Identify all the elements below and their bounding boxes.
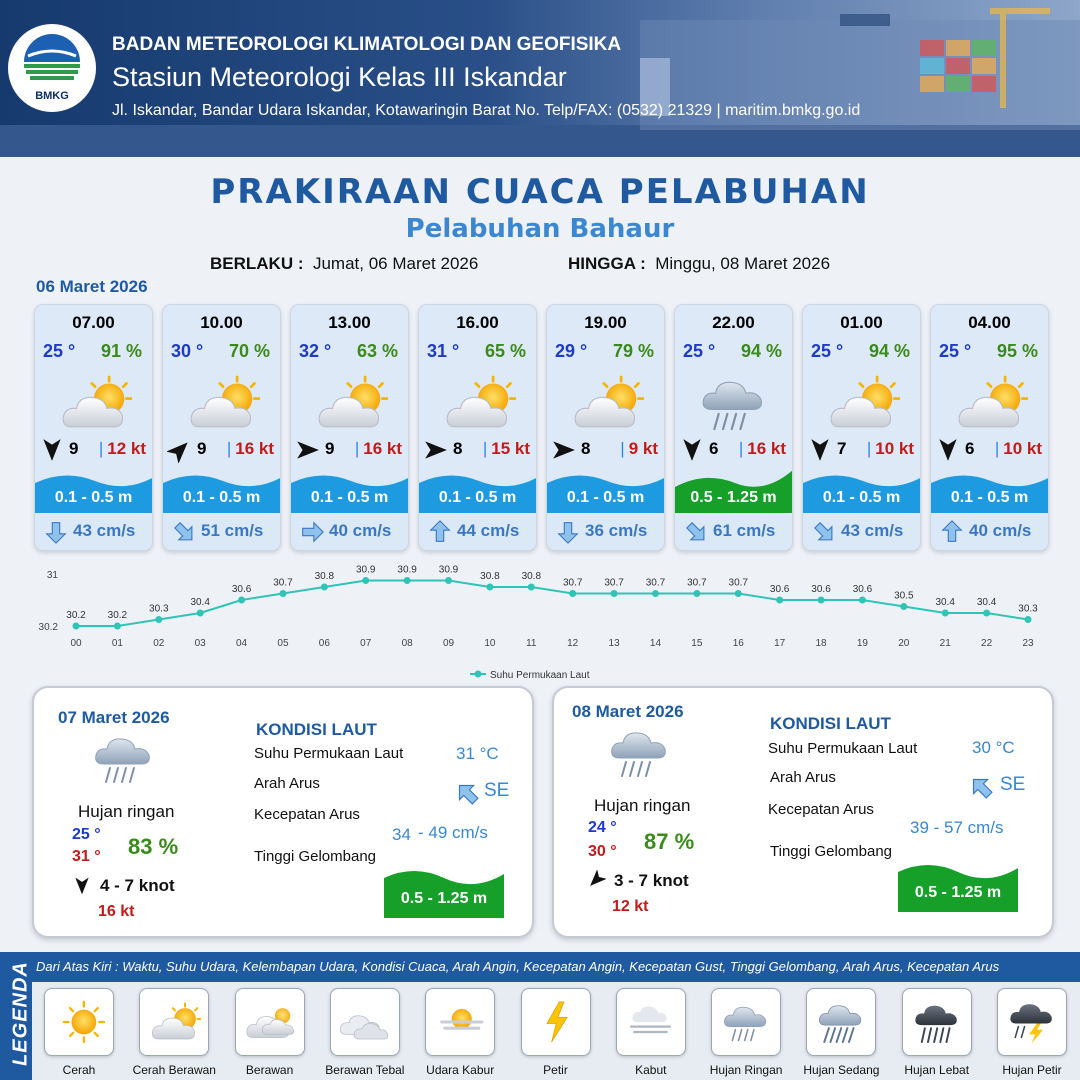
sst-data-label: 30.7	[562, 577, 583, 589]
cerah-berawan-icon	[441, 369, 517, 437]
sst-label: Suhu Permukaan Laut	[254, 745, 404, 762]
day-panel-condition: Hujan ringan	[78, 802, 175, 821]
forecast-card	[162, 304, 281, 551]
forecast-wave-height: 0.1 - 0.5 m	[310, 489, 389, 506]
forecast-gust: | 12 kt	[98, 439, 146, 458]
sst-series-line	[76, 581, 1028, 627]
sst-data-label: 30.3	[1018, 603, 1038, 615]
forecast-wave-height: 0.1 - 0.5 m	[438, 489, 517, 506]
hujan-petir-icon	[1006, 995, 1060, 1049]
x-tick-label: 04	[236, 638, 248, 649]
forecast-humidity: 94 %	[740, 341, 782, 361]
forecast-humidity: 65 %	[484, 341, 526, 361]
cerah-berawan-icon	[185, 369, 261, 437]
cerah-icon	[53, 995, 107, 1049]
sst-value: 30 °C	[972, 738, 1015, 757]
wind-direction-icon	[551, 437, 577, 463]
sst-data-point	[735, 590, 742, 597]
forecast-gust-value: 10 kt	[1003, 439, 1042, 458]
legend-label: Kabut	[635, 1063, 667, 1077]
sst-data-point	[611, 590, 618, 597]
current-direction-icon	[683, 519, 709, 545]
forecast-current-speed: 40 cm/s	[969, 521, 1032, 540]
forecast-time: 01.00	[840, 313, 883, 332]
forecast-temperature: 32 °	[299, 341, 332, 361]
current-speed-min: 34	[392, 825, 411, 844]
sst-data-label: 30.9	[397, 564, 417, 576]
forecast-time: 16.00	[456, 313, 499, 332]
kabut-icon	[625, 995, 679, 1049]
forecast-current-speed: 43 cm/s	[841, 521, 904, 540]
wave-height-label: Tinggi Gelombang	[770, 843, 893, 860]
forecast-humidity: 63 %	[356, 341, 398, 361]
page-title: PRAKIRAAN CUACA PELABUHAN	[210, 172, 870, 212]
wind-direction-icon	[679, 437, 705, 463]
sst-data-label: 30.7	[645, 577, 666, 589]
day-panel-wind: 3 - 7 knot	[614, 871, 689, 890]
bmkg-logo	[8, 24, 96, 112]
forecast-humidity: 91 %	[100, 341, 142, 361]
forecast-current-speed: 43 cm/s	[73, 521, 136, 540]
current-arrow-icon	[968, 774, 996, 807]
forecast-gust-value: 15 kt	[491, 439, 530, 458]
x-tick-label: 15	[691, 638, 703, 649]
forecast-current-speed: 44 cm/s	[457, 521, 520, 540]
cerah-berawan-icon	[313, 369, 389, 437]
x-tick-label: 23	[1022, 638, 1034, 649]
sst-data-label: 30.2	[66, 610, 86, 621]
sst-data-label: 30.4	[190, 597, 210, 608]
sst-data-point	[983, 610, 990, 617]
x-tick-label: 18	[815, 638, 827, 649]
sst-data-point	[321, 584, 328, 591]
current-direction-icon	[939, 519, 965, 545]
forecast-time: 13.00	[328, 313, 371, 332]
forecast-card	[674, 304, 793, 551]
rain-light-icon	[606, 722, 686, 787]
day-panel-gust: 12 kt	[612, 898, 649, 915]
hujan-ringan-icon	[720, 995, 774, 1049]
forecast-current-speed: 61 cm/s	[713, 521, 776, 540]
x-tick-label: 11	[526, 638, 537, 649]
legend-title: LEGENDA	[9, 961, 32, 1066]
legend-label: Hujan Lebat	[904, 1063, 970, 1077]
current-direction-icon	[555, 519, 581, 545]
hujan-ringan-icon	[697, 369, 773, 437]
sst-data-point	[569, 590, 576, 597]
kondisi-laut-title: KONDISI LAUT	[770, 714, 891, 733]
current-speed-label: Kecepatan Arus	[254, 806, 360, 823]
day-panel-08	[552, 686, 1054, 938]
x-tick-label: 12	[567, 638, 579, 649]
wind-direction-icon	[295, 437, 321, 463]
sst-label: Suhu Permukaan Laut	[768, 740, 918, 757]
x-tick-label: 01	[111, 638, 123, 649]
wave-height-graphic	[384, 866, 504, 918]
y-tick-label: 31	[46, 570, 58, 581]
legend-item-cerah-berawan	[139, 988, 209, 1056]
x-tick-label: 00	[70, 638, 82, 649]
forecast-temperature: 31 °	[427, 341, 460, 361]
forecast-temperature: 25 °	[811, 341, 844, 361]
day-panel-date: 07 Maret 2026	[58, 708, 170, 727]
chart-legend-marker	[475, 671, 482, 678]
valid-from-label: BERLAKU :	[210, 254, 304, 273]
sst-data-point	[73, 623, 80, 630]
day-panel-humidity: 87 %	[644, 829, 695, 854]
legend-label: Cerah	[62, 1063, 96, 1077]
forecast-wind-speed: 9	[325, 439, 335, 458]
forecast-temperature: 25 °	[683, 341, 716, 361]
forecast-wind-speed: 8	[453, 439, 463, 458]
legend-item-berawan	[235, 988, 305, 1056]
cerah-berawan-icon	[57, 369, 133, 437]
forecast-humidity: 70 %	[228, 341, 270, 361]
forecast-temperature: 30 °	[171, 341, 204, 361]
sst-data-point	[279, 590, 286, 597]
kondisi-laut-title: KONDISI LAUT	[256, 720, 377, 739]
current-direction-icon	[43, 519, 69, 545]
forecast-card	[546, 304, 665, 551]
valid-to-label: HINGGA :	[568, 254, 646, 273]
forecast-card	[802, 304, 921, 551]
sst-data-point	[1025, 616, 1032, 623]
legend-item-cerah	[44, 988, 114, 1056]
udara-kabur-icon	[434, 995, 488, 1049]
forecast-temperature: 25 °	[43, 341, 76, 361]
legend-item-kabut	[616, 988, 686, 1056]
forecast-gust: | 9 kt	[620, 439, 658, 458]
x-tick-label: 08	[401, 638, 413, 649]
wind-direction-icon	[423, 437, 449, 463]
x-tick-label: 14	[649, 638, 662, 649]
forecast-current-speed: 51 cm/s	[201, 521, 264, 540]
legend-item-hujan-ringan	[711, 988, 781, 1056]
forecast-humidity: 95 %	[996, 341, 1038, 361]
sst-data-point	[486, 584, 493, 591]
sst-data-label: 30.7	[273, 577, 293, 589]
day-panel-tmin: 25 °	[72, 826, 101, 843]
x-tick-label: 17	[774, 638, 786, 649]
current-direction-icon	[299, 519, 325, 545]
berawan-tebal-icon	[339, 995, 393, 1049]
wave-height-graphic	[898, 860, 1018, 912]
legend-label: Cerah Berawan	[132, 1063, 216, 1077]
legend-label: Hujan Sedang	[803, 1063, 880, 1077]
wind-arrow-icon	[72, 876, 92, 901]
sst-data-point	[238, 597, 245, 604]
forecast-current-speed: 36 cm/s	[585, 521, 648, 540]
current-direction-icon	[171, 519, 197, 545]
page-subtitle: Pelabuhan Bahaur	[405, 214, 675, 244]
x-tick-label: 02	[153, 638, 165, 649]
forecast-wave-height: 0.1 - 0.5 m	[822, 489, 901, 506]
agency-name: BADAN METEOROLOGI KLIMATOLOGI DAN GEOFISIKA	[112, 34, 622, 55]
berawan-icon	[244, 995, 298, 1049]
wind-direction-icon	[935, 437, 961, 463]
forecast-wind-speed: 6	[709, 439, 719, 458]
x-tick-label: 13	[608, 638, 620, 649]
legend-item-berawan-tebal	[330, 988, 400, 1056]
day-panel-07	[32, 686, 534, 938]
x-tick-label: 19	[856, 638, 868, 649]
chart-legend-label: Suhu Permukaan Laut	[490, 670, 590, 681]
day-panel-tmax: 30 °	[588, 843, 617, 860]
current-dir-value: SE	[1000, 774, 1026, 795]
forecast-card	[418, 304, 537, 551]
legend-item-udara-kabur	[425, 988, 495, 1056]
x-tick-label: 05	[277, 638, 289, 649]
cerah-berawan-icon	[953, 369, 1029, 437]
current-speed-label: Kecepatan Arus	[768, 801, 874, 818]
forecast-humidity: 79 %	[612, 341, 654, 361]
rain-light-icon	[90, 728, 170, 793]
forecast-gust-value: 12 kt	[107, 439, 146, 458]
day-panel-gust: 16 kt	[98, 903, 135, 920]
sst-data-label: 30.8	[521, 571, 542, 582]
forecast-wave-height: 0.5 - 1.25 m	[690, 489, 777, 506]
legend-label: Berawan Tebal	[325, 1063, 405, 1077]
sst-data-label: 30.9	[356, 564, 376, 576]
current-direction-icon	[811, 519, 837, 545]
forecast-time: 10.00	[200, 313, 243, 332]
forecast-current-speed: 40 cm/s	[329, 521, 392, 540]
wind-direction-icon	[807, 437, 833, 463]
valid-from	[210, 254, 478, 274]
forecast-temperature: 25 °	[939, 341, 972, 361]
x-tick-label: 03	[194, 638, 206, 649]
legend-item-hujan-sedang	[806, 988, 876, 1056]
sst-data-point	[155, 616, 162, 623]
forecast-time: 07.00	[72, 313, 115, 332]
x-tick-label: 22	[981, 638, 993, 649]
x-tick-label: 21	[939, 638, 951, 649]
station-name: Stasiun Meteorologi Kelas III Iskandar	[112, 62, 567, 92]
x-tick-label: 16	[732, 638, 744, 649]
forecast-card	[34, 304, 153, 551]
day-panel-date: 08 Maret 2026	[572, 702, 684, 721]
sst-data-point	[859, 597, 866, 604]
forecast-wind-speed: 6	[965, 439, 975, 458]
legend-label: Udara Kabur	[426, 1063, 495, 1077]
hujan-lebat-icon	[911, 995, 965, 1049]
sst-data-point	[900, 603, 907, 610]
wave-height-label: Tinggi Gelombang	[254, 848, 377, 865]
legend	[0, 952, 1080, 1080]
legend-label: Hujan Ringan	[709, 1063, 783, 1077]
forecast-gust-value: 9 kt	[628, 439, 658, 458]
legend-body	[32, 952, 1080, 1080]
sst-data-label: 30.7	[604, 577, 624, 589]
sst-data-label: 30.4	[976, 597, 997, 608]
forecast-wave-height: 0.1 - 0.5 m	[182, 489, 261, 506]
sst-data-point	[776, 597, 783, 604]
header-banner	[0, 0, 1080, 157]
forecast-card	[930, 304, 1049, 551]
sst-data-point	[362, 577, 369, 584]
logo-text: BMKG	[35, 90, 69, 102]
day-panel-wind: 4 - 7 knot	[100, 876, 175, 895]
bmkg-emblem-icon	[8, 24, 96, 90]
sst-line-chart	[30, 560, 1060, 685]
forecast-gust: | 16 kt	[226, 439, 274, 458]
forecast-gust-value: 10 kt	[875, 439, 914, 458]
day-panel-tmax: 31 °	[72, 848, 101, 865]
sst-data-label: 30.7	[687, 577, 707, 589]
sst-data-point	[652, 590, 659, 597]
forecast-time: 04.00	[968, 313, 1011, 332]
current-dir-label: Arah Arus	[770, 769, 836, 786]
sst-data-point	[693, 590, 700, 597]
sst-value: 31 °C	[456, 744, 499, 763]
valid-to-value: Minggu, 08 Maret 2026	[655, 254, 831, 273]
forecast-wind-speed: 9	[69, 439, 79, 458]
forecast-gust: | 16 kt	[354, 439, 402, 458]
forecast-gust: | 16 kt	[738, 439, 786, 458]
forecast-wind-speed: 7	[837, 439, 847, 458]
forecast-wind-speed: 8	[581, 439, 591, 458]
current-dir-value: SE	[484, 780, 510, 801]
current-dir-label: Arah Arus	[254, 775, 320, 792]
sst-data-label: 30.6	[231, 584, 252, 595]
forecast-wave-height: 0.1 - 0.5 m	[566, 489, 645, 506]
legend-item-hujan-petir	[997, 988, 1067, 1056]
sst-data-label: 30.6	[811, 584, 831, 595]
legend-label: Petir	[543, 1063, 568, 1077]
sst-data-label: 30.4	[935, 597, 955, 608]
current-speed-max: - 49 cm/s	[418, 823, 488, 842]
current-arrow-icon	[454, 780, 482, 813]
day-panel-humidity: 83 %	[128, 834, 179, 859]
forecast-gust: | 10 kt	[994, 439, 1042, 458]
current-speed-value: 39 - 57 cm/s	[910, 818, 1004, 837]
hujan-sedang-icon	[815, 995, 869, 1049]
forecast-temperature: 29 °	[555, 341, 588, 361]
wave-height-value: 0.5 - 1.25 m	[400, 890, 488, 907]
sst-data-label: 30.3	[149, 603, 169, 615]
x-tick-label: 20	[898, 638, 910, 649]
y-tick-label: 30.2	[38, 622, 58, 633]
cerah-berawan-icon	[148, 995, 202, 1049]
forecast-time: 22.00	[712, 313, 755, 332]
sst-data-point	[404, 577, 411, 584]
sst-data-label: 30.8	[314, 571, 335, 582]
sst-data-label: 30.9	[438, 564, 459, 576]
sst-data-point	[528, 584, 535, 591]
wind-direction-icon	[167, 437, 193, 463]
wave-height-value: 0.5 - 1.25 m	[914, 884, 1002, 901]
sst-data-point	[445, 577, 452, 584]
sst-data-label: 30.2	[107, 610, 128, 621]
legend-label: Berawan	[245, 1063, 294, 1077]
sst-data-label: 30.6	[769, 584, 790, 595]
day-panel-condition: Hujan ringan	[594, 796, 691, 815]
forecast-card	[290, 304, 409, 551]
forecast-wave-height: 0.1 - 0.5 m	[950, 489, 1029, 506]
sst-data-point	[942, 610, 949, 617]
x-tick-label: 10	[484, 638, 496, 649]
sst-data-label: 30.5	[894, 590, 914, 602]
sst-data-point	[197, 610, 204, 617]
forecast-wave-height: 0.1 - 0.5 m	[54, 489, 133, 506]
forecast-time: 19.00	[584, 313, 627, 332]
day-panel-tmin: 24 °	[588, 819, 617, 836]
sst-data-point	[114, 623, 121, 630]
sst-data-point	[818, 597, 825, 604]
x-tick-label: 07	[360, 638, 372, 649]
legend-description: Dari Atas Kiri : Waktu, Suhu Udara, Kelembapan Udara, Kondisi Cuaca, Arah Angin, Kecepatan Angin, Kecepatan Gust, Tinggi Gelombang, Arah Arus, Kecepatan Arus	[32, 952, 1080, 982]
valid-from-value: Jumat, 06 Maret 2026	[312, 254, 479, 273]
legend-item-petir	[521, 988, 591, 1056]
x-tick-label: 06	[318, 638, 330, 649]
forecast-gust: | 10 kt	[866, 439, 914, 458]
station-address: Jl. Iskandar, Bandar Udara Iskandar, Kotawaringin Barat No. Telp/FAX: (0532) 21329 | maritim.bmkg.go.id	[112, 102, 861, 119]
sst-data-label: 30.8	[480, 571, 500, 582]
x-tick-label: 09	[442, 638, 455, 649]
valid-to	[568, 254, 830, 274]
cerah-berawan-icon	[569, 369, 645, 437]
current-direction-icon	[427, 519, 453, 545]
forecast-humidity: 94 %	[868, 341, 910, 361]
forecast-wind-speed: 9	[197, 439, 207, 458]
day1-date-label: 06 Maret 2026	[36, 277, 148, 296]
sst-data-label: 30.6	[852, 584, 873, 595]
forecast-gust-value: 16 kt	[747, 439, 786, 458]
cerah-berawan-icon	[825, 369, 901, 437]
legend-item-hujan-lebat	[902, 988, 972, 1056]
wind-direction-icon	[39, 437, 65, 463]
forecast-gust: | 15 kt	[482, 439, 530, 458]
petir-icon	[530, 995, 584, 1049]
sst-data-label: 30.7	[728, 577, 748, 589]
forecast-gust-value: 16 kt	[235, 439, 274, 458]
forecast-gust-value: 16 kt	[363, 439, 402, 458]
legend-label: Hujan Petir	[1002, 1063, 1062, 1077]
wind-arrow-icon	[586, 870, 606, 895]
